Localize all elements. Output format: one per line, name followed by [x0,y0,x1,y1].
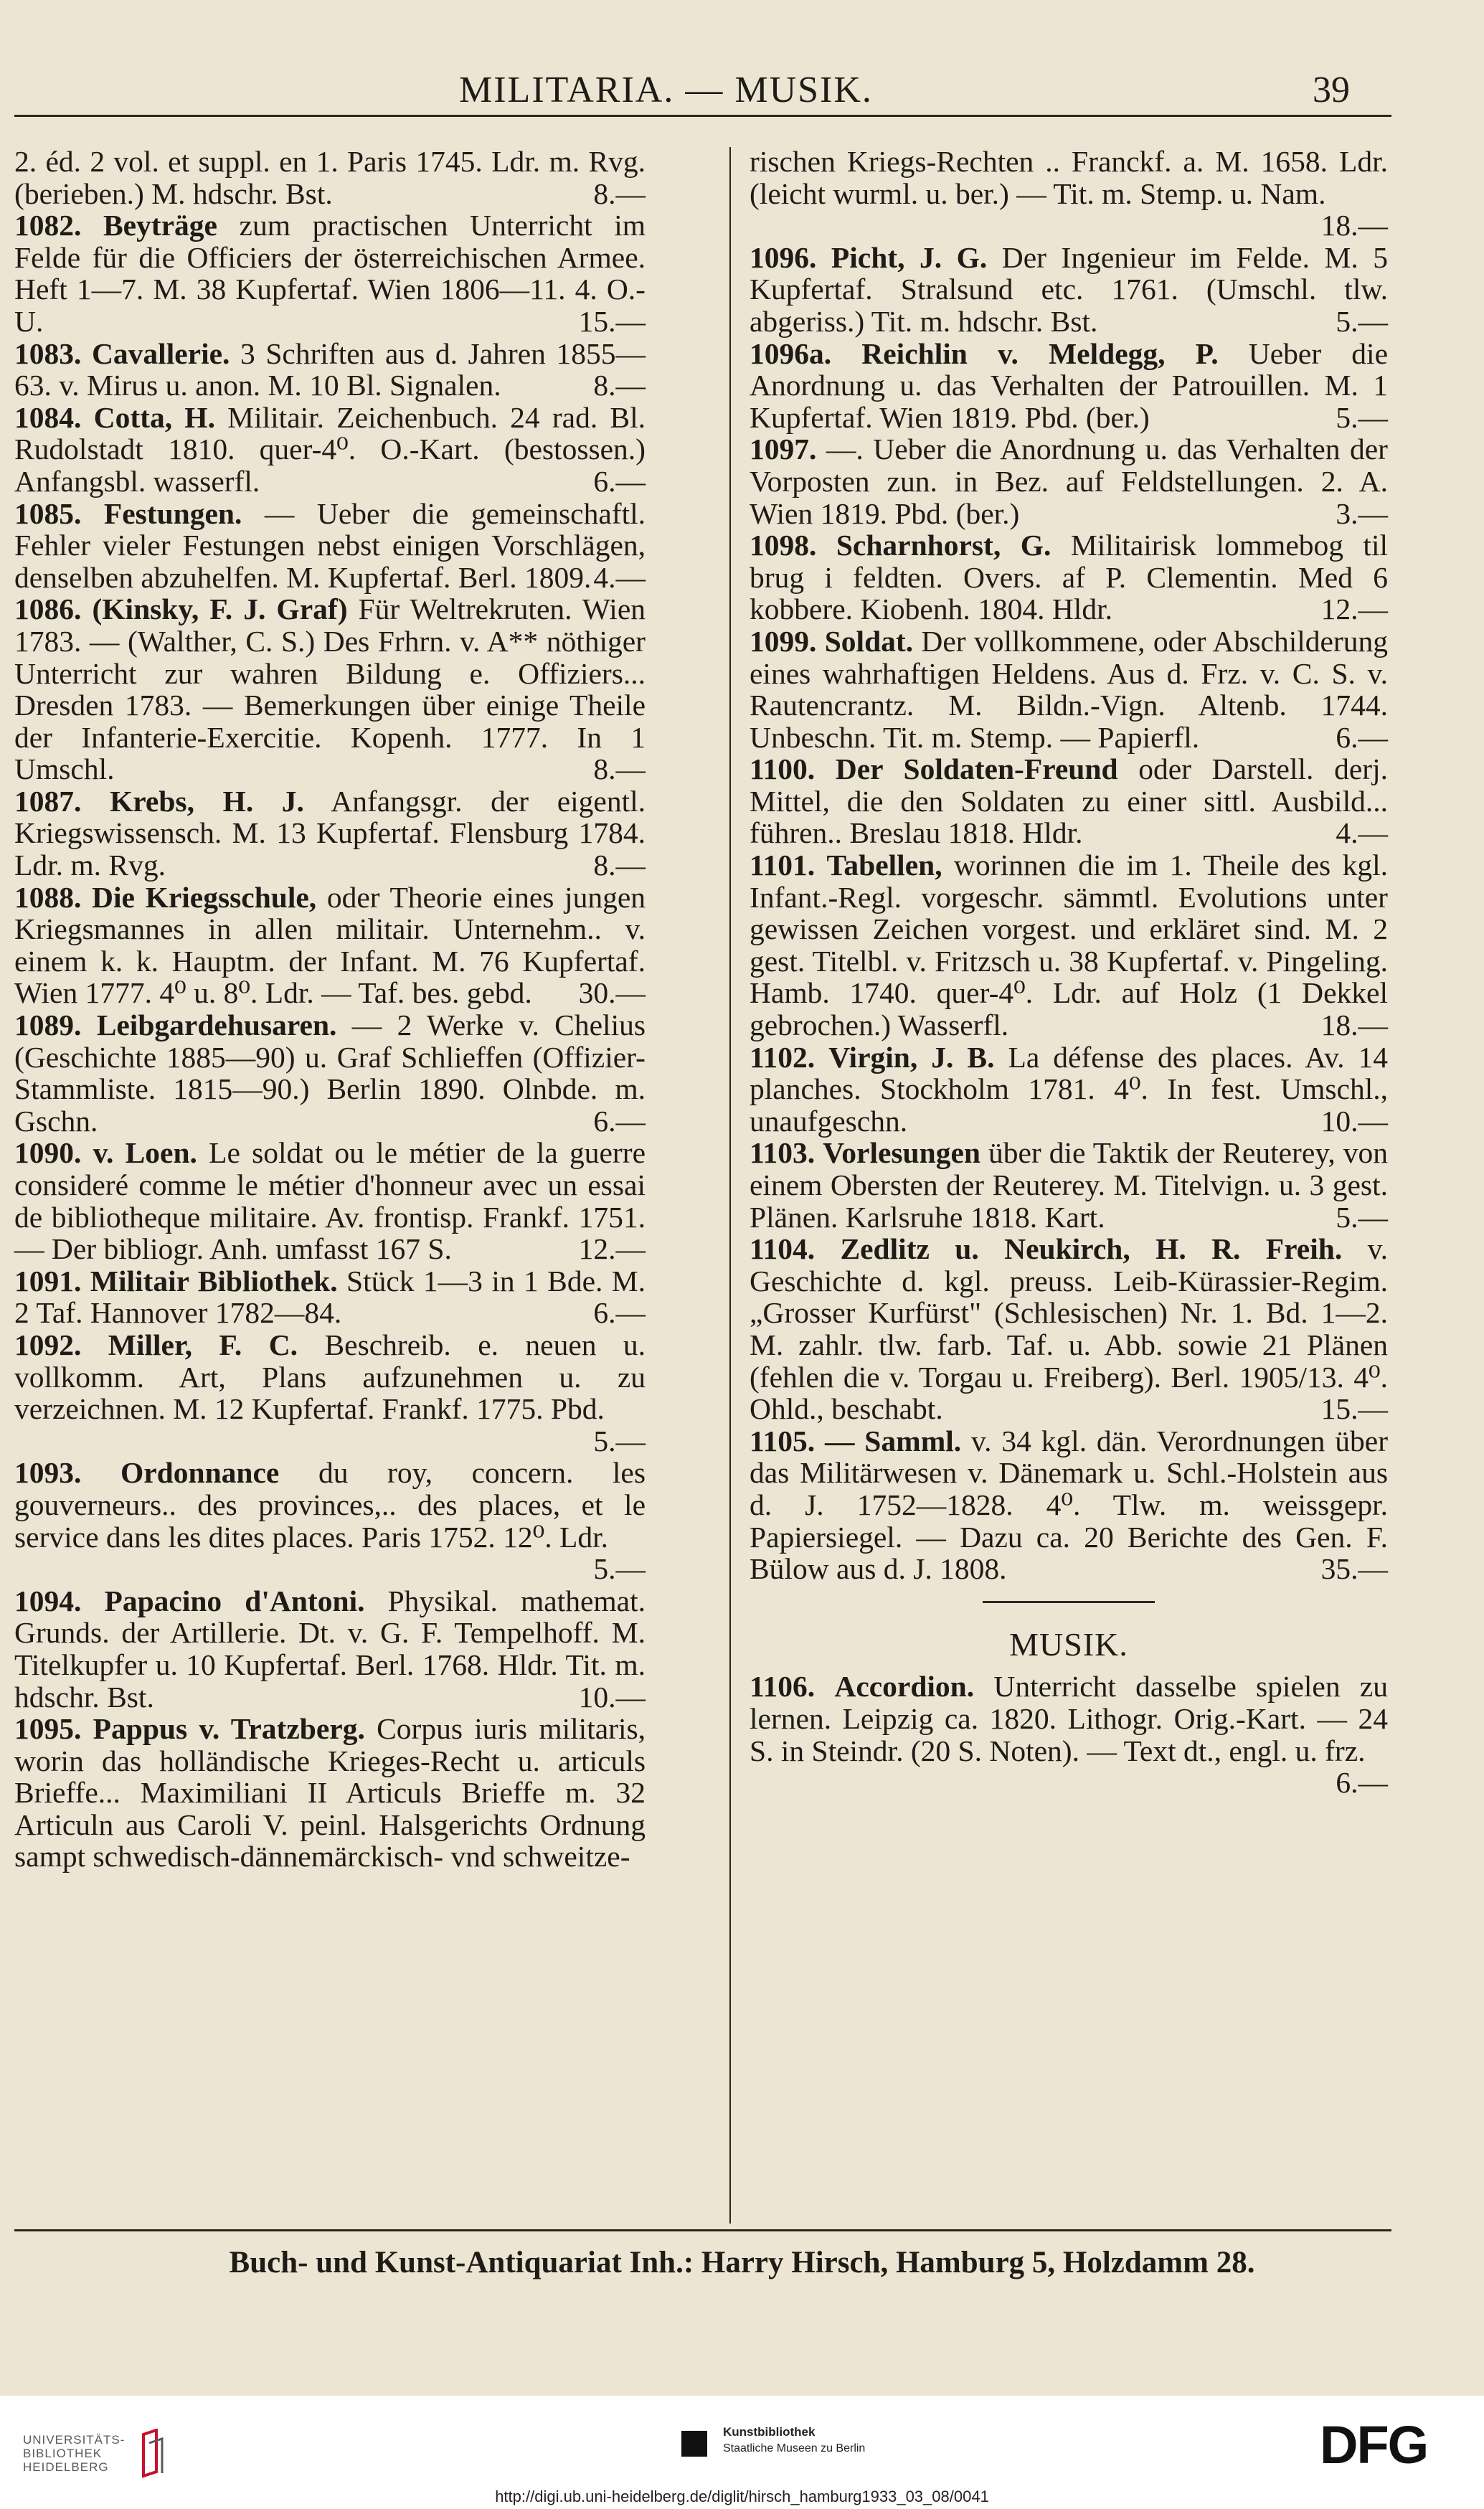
entry-number: 1092. [14,1328,82,1361]
footer-rule [14,2229,1391,2231]
catalog-entry [14,402,646,498]
entry-name: Zedlitz u. Neukirch, H. R. Freih. [840,1232,1343,1266]
kunstbibliothek-square-icon [681,2431,707,2457]
ub-mark-icon [138,2429,166,2479]
catalog-entry [750,753,1388,849]
entry-text: oder Darstell. derj. Mittel, die den Soldaten zu einer sittl. Ausbild... führen.. Breslau 1818. Hldr. [750,752,1388,850]
entry-text: — Ueber die gemeinschaftl. Fehler vieler Festungen nebst einigen Vorschlägen, denselben abzuhelfen. M. Kupfertaf. Berl. 1809. [14,496,646,594]
entry-text: —. Ueber die Anordnung u. das Verhalten der Vorposten zun. in Bez. auf Feldstellungen. 2. A. Wien 1819. Pbd. (ber.) [750,433,1388,530]
catalog-entry [750,146,1388,242]
entry-price: 5.— [1336,1200,1388,1234]
entry-number: 1099. [750,624,817,658]
entry-text: Ueber die Anordnung u. das Verhalten der Patrouillen. M. 1 Kupfertaf. Wien 1819. Pbd. (ber.) [750,336,1389,434]
catalog-entry [14,209,646,337]
entry-name: v. Loen. [93,1136,197,1170]
entry-text: Unterricht dasselbe spielen zu lernen. Leipzig ca. 1820. Lithogr. Orig.-Kart. — 24 S. in Steindr. (20 S. Noten). — Text dt., engl. u. frz. [750,1670,1388,1767]
entry-price: 15.— [1320,1392,1388,1426]
entry-text: Le soldat ou le métier de la guerre consideré comme le métier d'honneur avec un essai de bibliotheque militaire. Av. frontisp. Frankf. 1751. — Der bibliogr. Anh. umfasst 167 S. [14,1136,646,1266]
entry-name: Festungen. [103,496,242,530]
entry-number: 1102. [750,1040,816,1074]
entry-price: 8.— [593,176,646,210]
entry-number: 1106. [750,1670,816,1704]
entry-price: 6.— [593,1296,646,1330]
entry-number: 1098. [750,529,817,562]
catalog-entry [14,1137,646,1265]
entry-name: Virgin, J. B. [828,1040,995,1074]
entry-name: Scharnhorst, G. [836,529,1051,562]
entry-text: La défense des places. Av. 14 planches. Stockholm 1781. 4⁰. In fest. Umschl., unaufgeschn. [750,1040,1389,1138]
left-column [14,146,646,1873]
entry-text: Corpus iuris militaris, worin das holländische Krieges-Recht u. articuls Brieffe... Maximiliani II Articuls Brieffe m. 32 Articuln aus Caroli V. peinl. Halsgerichts Ordnung sampt schwedisch-dännemärckisch- vnd schweitze- [14,1712,646,1874]
entry-text: Beschreib. e. neuen u. vollkomm. Art, Plans aufzunehmen u. zu verzeichnen. M. 12 Kupfertaf. Frankf. 1775. Pbd. [14,1328,646,1426]
entry-price: 10.— [578,1680,646,1714]
catalog-entry [750,625,1388,753]
entry-text: Militair. Zeichenbuch. 24 rad. Bl. Rudolstadt 1810. quer-4⁰. O.-Kart. (bestossen.) Anfangsbl. wasserfl. [14,400,646,498]
page-header [0,63,1484,113]
entry-number: 1104. [750,1232,816,1266]
entry-text: rischen Kriegs-Rechten .. Franckf. a. M. 1658. Ldr. (leicht wurml. u. ber.) — Tit. m. Stemp. u. Nam. [750,145,1388,210]
entry-price: 35.— [1320,1552,1388,1586]
entry-price: 12.— [1320,592,1388,626]
entry-number: 1089. [14,1008,82,1042]
entry-price: 6.— [593,1104,646,1138]
entry-name: Miller, F. C. [108,1328,298,1361]
entry-name: Cotta, H. [93,400,215,434]
catalog-entry [14,1265,646,1329]
catalog-entry [750,529,1388,625]
entry-number: 1094. [14,1584,82,1617]
entry-name: Cavallerie. [91,336,230,370]
permalink[interactable]: http://digi.ub.uni-heidelberg.de/diglit/hirsch_hamburg1933_03_08/0041 [495,2487,989,2505]
entry-number: 1097. [750,433,817,466]
entry-price: 5.— [1336,400,1388,434]
catalog-entry [750,1041,1388,1138]
entry-text: Der Ingenieur im Felde. M. 5 Kupfertaf. Stralsund etc. 1761. (Umschl. tlw. abgeriss.) Tit. m. hdschr. Bst. [750,240,1388,338]
entry-number: 1105. [750,1424,816,1457]
entry-price: 18.— [1320,1008,1388,1042]
entry-price: 6.— [1336,720,1388,754]
entry-number: 1101. [750,849,816,882]
entry-number: 1096a. [750,336,832,370]
entry-price: 3.— [1336,496,1388,530]
entry-name: Ordonnance [120,1456,280,1490]
entry-name: Pappus v. Tratzberg. [93,1712,365,1746]
entry-price: 6.— [1336,1766,1388,1800]
entry-text: v. 34 kgl. dän. Verordnungen über das Militärwesen v. Dänemark u. Schl.-Holstein aus d. J. 1752—1828. 4⁰. Tlw. m. weissgepr. Papiersiegel. — Dazu ca. 20 Berichte des Gen. F. Bülow aus d. J. 1808. [750,1424,1389,1586]
catalog-entry [750,849,1388,1041]
page-number: 39 [1313,70,1350,110]
entry-name: Militair Bibliothek. [90,1264,338,1298]
entry-price: 30.— [578,976,646,1010]
entry-text: v. Geschichte d. kgl. preuss. Leib-Kürassier-Regim. „Grosser Kurfürst" (Schlesischen) Nr. 1. Bd. 1—2. M. zahlr. tlw. farb. Taf. u. Abb. sowie 21 Plänen (fehlen die v. Torgau u. Freiberg). Berl. 1905/13. 4⁰. Ohld., beschabt. [750,1232,1388,1426]
section-separator [983,1601,1155,1603]
catalog-entry [14,1457,646,1584]
ub-logo-line: UNIVERSITÄTS- [23,2433,126,2447]
catalog-entry [750,1425,1388,1585]
digitization-bar [0,2396,1484,2509]
entry-text: zum practischen Unterricht im Felde für die Officiers der österreichischen Armee. Heft 1—7. M. 38 Kupfertaf. Wien 1806—11. 4. O.-U. [14,209,646,338]
entry-name: Reichlin v. Meldegg, P. [861,336,1219,370]
entry-text: Physikal. mathemat. Grunds. der Artillerie. Dt. v. G. F. Tempelhoff. M. Titelkupfer u. 10 Kupfertaf. Berl. 1768. Hldr. Tit. m. hdschr. Bst. [14,1584,646,1714]
entry-text: 3 Schriften aus d. Jahren 1855—63. v. Mirus u. anon. M. 10 Bl. Signalen. [14,336,646,402]
entry-name: Picht, J. G. [831,240,988,274]
catalog-entry [14,1009,646,1137]
entry-price: 4.— [1336,816,1388,850]
entry-text: über die Taktik der Reuterey, von einem Obersten der Reuterey. M. Titelvign. u. 3 gest. Plänen. Karlsruhe 1818. Kart. [750,1136,1388,1234]
entry-price: 18.— [1320,209,1388,242]
entry-price: 8.— [593,752,646,786]
music-entries [750,1671,1388,1798]
entry-number: 1084. [14,400,82,434]
catalog-entry [14,498,646,594]
entry-number: 1096. [750,240,817,274]
kb-subtitle: Staatliche Museen zu Berlin [723,2442,866,2454]
entry-text: — 2 Werke v. Chelius (Geschichte 1885—90) u. Graf Schlieffen (Offizier-Stammliste. 1815—90.) Berlin 1890. Olnbde. m. Gschn. [14,1008,646,1138]
entry-price: 15.— [578,304,646,338]
entry-text: Anfangsgr. der eigentl. Kriegswissensch. M. 13 Kupfertaf. Flensburg 1784. Ldr. m. Rvg. [14,784,646,882]
entry-name: Der Soldaten-Freund [835,752,1118,786]
ub-logo-line: HEIDELBERG [23,2460,109,2474]
entry-name: — Samml. [824,1424,962,1457]
catalog-entry [14,593,646,785]
catalog-entry [14,1585,646,1713]
entry-text: Militairisk lommebog til brug i feldten. Overs. af P. Clementin. Med 6 kobbere. Kiobenh. 1804. Hldr. [750,529,1389,626]
catalog-entry [750,1671,1388,1798]
entry-number: 1093. [14,1456,82,1490]
entry-price: 8.— [593,369,646,402]
catalog-entry [14,785,646,882]
entry-text: 2. éd. 2 vol. et suppl. en 1. Paris 1745. Ldr. m. Rvg. (berieben.) M. hdschr. Bst. [14,145,646,210]
entry-price: 5.— [593,1424,646,1457]
running-title: MILITARIA. — MUSIK. [459,70,873,110]
catalog-entry [14,882,646,1009]
catalog-entry [750,242,1388,338]
catalog-entry [14,1713,646,1873]
entry-number: 1100. [750,752,816,786]
catalog-entry [14,338,646,402]
entry-text: Der vollkommene, oder Abschilderung eines wahrhaftigen Heldens. Aus d. Frz. v. C. S. v. Rautencrantz. M. Bildn.-Vign. Altenb. 1744. Unbeschn. Tit. m. Stemp. — Papierfl. [750,624,1388,754]
entry-price: 5.— [593,1552,646,1586]
entry-price: 5.— [1336,304,1388,338]
dfg-logo[interactable]: DFG [1320,2415,1428,2475]
catalog-entry [750,338,1388,434]
ub-heidelberg-logo[interactable] [23,2433,125,2474]
entry-number: 1088. [14,880,82,914]
entry-number: 1090. [14,1136,82,1170]
entry-name: Vorlesungen [823,1136,980,1170]
column-divider [729,147,731,2224]
publisher-footer: Buch- und Kunst-Antiquariat Inh.: Harry Hirsch, Hamburg 5, Holzdamm 28. [229,2246,1255,2279]
entry-name: (Kinsky, F. J. Graf) [92,592,348,626]
entry-number: 1095. [14,1712,82,1746]
right-entries [750,146,1388,1585]
entry-text: Stück 1—3 in 1 Bde. M. 2 Taf. Hannover 1782—84. [14,1264,646,1330]
kb-title: Kunstbibliothek [723,2425,816,2439]
entry-text: du roy, concern. les gouverneurs.. des provinces,.. des places, et le service dans les dites places. Paris 1752. 12⁰. Ldr. [14,1456,646,1554]
entry-number: 1087. [14,784,82,818]
entry-name: Krebs, H. J. [109,784,304,818]
entry-name: Soldat. [824,624,914,658]
catalog-entry [14,1329,646,1457]
entry-price: 8.— [593,849,646,882]
right-column [750,146,1388,1799]
entry-name: Beyträge [103,209,217,242]
catalog-entry [750,433,1388,529]
entry-price: 12.— [578,1232,646,1266]
entry-number: 1091. [14,1264,82,1298]
ub-logo-line: BIBLIOTHEK [23,2447,103,2460]
entry-price: 6.— [593,464,646,498]
entry-number: 1085. [14,496,82,530]
entry-price: 4.— [593,560,646,594]
header-rule [14,115,1391,117]
entry-name: Leibgardehusaren. [96,1008,337,1042]
entry-number: 1083. [14,336,82,370]
music-section-heading: MUSIK. [1009,1625,1128,1663]
entry-name: Die Kriegsschule, [92,880,317,914]
catalog-entry [14,146,646,209]
entry-text: oder Theorie eines jungen Kriegsmannes in allen militair. Unternehm.. v. einem k. k. Hauptm. der Infant. M. 76 Kupfertaf. Wien 1777. 4⁰ u. 8⁰. Ldr. — Taf. bes. gebd. [14,880,646,1010]
entry-text: worinnen die im 1. Theile des kgl. Infant.-Regl. vorgeschr. sämmtl. Evolutions unter gewissen Zeichen vorgest. und erkläret sind. M. 2 gest. Titelbl. v. Fritzsch u. 38 Kupfertaf. v. Pingeling. Hamb. 1740. quer-4⁰. Ldr. auf Holz (1 Dekkel gebrochen.) Wasserfl. [750,849,1388,1042]
entry-name: Papacino d'Antoni. [104,1584,365,1617]
entry-name: Tabellen, [826,849,942,882]
entry-number: 1103. [750,1136,816,1170]
entry-text: Für Weltrekruten. Wien 1783. — (Walther, C. S.) Des Frhrn. v. A** nöthiger Unterricht zur wahren Bildung e. Offiziers... Dresden 1783. — Bemerkungen über einige Theile der Infanterie-Exercitie. Kopenh. 1777. In 1 Umschl. [14,592,646,786]
entry-number: 1082. [14,209,82,242]
entry-name: Accordion. [834,1670,975,1704]
catalog-entry [750,1233,1388,1425]
entry-number: 1086. [14,592,82,626]
entry-price: 10.— [1320,1104,1388,1138]
catalog-entry [750,1137,1388,1233]
